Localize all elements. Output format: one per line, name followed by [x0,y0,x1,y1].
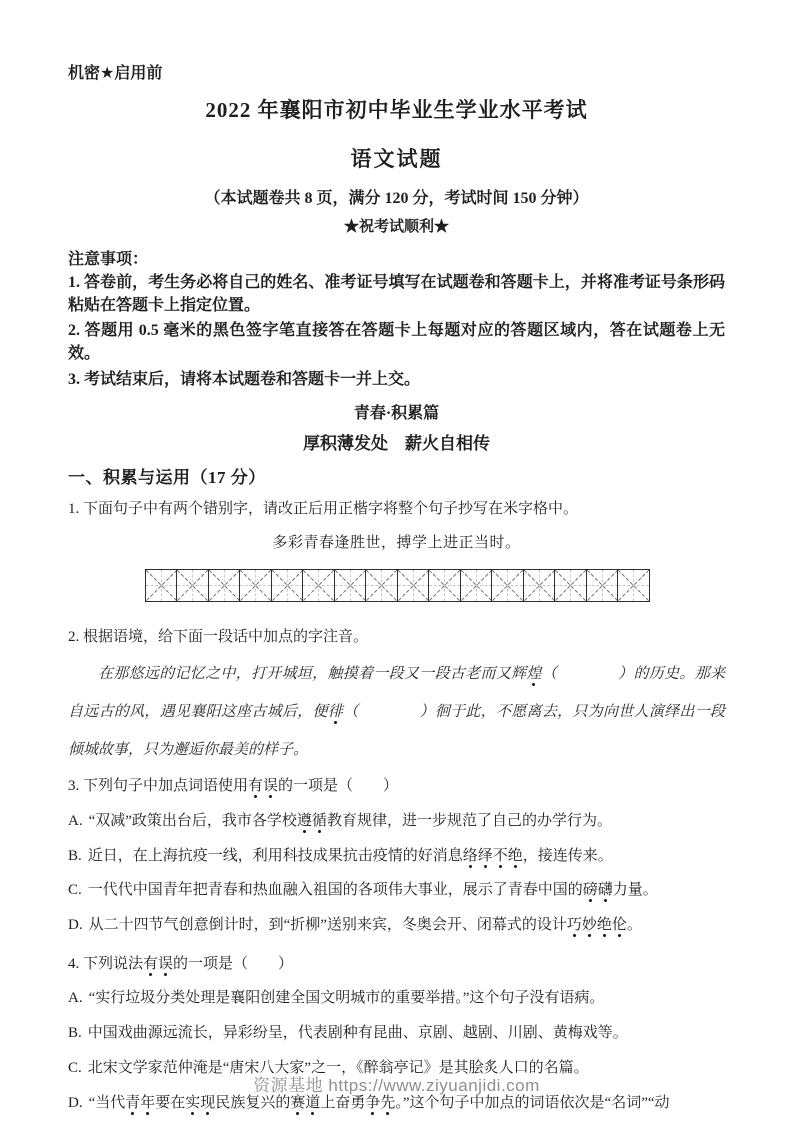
mizige-cell [586,569,619,602]
mizige-cell [617,569,650,602]
exam-wish: ★祝考试顺利★ [343,219,449,235]
option-text: 中国戏曲源远流长，异彩纷呈，代表剧种有昆曲、京剧、越剧、川剧、黄梅戏等。 [87,1025,628,1042]
q3-option-d [68,915,725,937]
option-text: “当代青年要在实现民族复兴的赛道上奋勇争先。”这个句子中加点的词语依次是“名词”“动 [89,1095,670,1116]
q4-option-b [68,1023,725,1045]
emphasis-dotted-text: 有误 [248,778,278,799]
emphasis-dotted-text: 徘 [328,704,343,725]
option-label: C. [68,882,82,899]
notice-item-2: 2. 答题用 0.5 毫米的黑色签字笔直接答在答题卡上每题对应的答题区域内，答在试题卷上无效。 [68,322,725,363]
option-text: “实行垃圾分类处理是襄阳创建全国文明城市的重要举措。”这个句子没有语病。 [88,990,605,1007]
q4-option-a [68,988,725,1010]
mizige-cell [523,569,556,602]
option-label: B. [68,847,82,864]
notice-item-1: 1. 答卷前，考生务必将自己的姓名、准考证号填写在试题卷和答题卡上，并将准考证号条形码粘贴在答题卡上指定位置。 [68,274,725,314]
option-text: 北宋文学家范仲淹是“唐宋八大家”之一，《醉翁亭记》是其脍炙人口的名篇。 [87,1059,589,1076]
emphasis-dotted-text: 青年 [125,1095,155,1116]
mizige-cell [365,569,398,602]
q3-option-b [68,846,725,868]
footer-watermark: 资源基地 https://www.ziyuanjidi.com [253,1076,540,1095]
option-text: 一代代中国青年把青春和热血融入祖国的各项伟大事业，展示了青春中国的磅礴力量。 [88,882,658,903]
mizige-cell [208,569,241,602]
mizige-cell [460,569,493,602]
classification-label: 机密★启用前 [68,65,163,82]
q1-sentence: 多彩青春逢胜世，搏学上进正当时。 [272,535,521,552]
mizige-cell [302,569,335,602]
exam-meta: （本试题卷共 8 页，满分 120 分，考试时间 150 分钟） [204,190,589,207]
q4-stem: 4. 下列说法有误的一项是（ ） [68,953,725,976]
mizige-cell [239,569,272,602]
emphasis-dotted-text: 络绎不绝 [463,848,523,869]
notice-heading: 注意事项： [68,251,149,268]
q3-option-a [68,811,725,833]
q2-stem: 2. 根据语境，给下面一段话中加点的字注音。 [68,629,369,646]
mizige-cell [334,569,367,602]
mizige-cell [554,569,587,602]
option-text: 近日，在上海抗疫一线，利用科技成果抗击疫情的好消息络绎不绝，接连传来。 [88,848,613,869]
section-motto: 厚积薄发处 薪火自相传 [303,433,490,453]
exam-title: 2022 年襄阳市初中毕业生学业水平考试 [205,98,588,122]
emphasis-dotted-text: 磅礴 [583,882,613,903]
emphasis-dotted-text: 巧妙绝伦 [567,917,627,938]
mizige-cell [491,569,524,602]
mizige-cell [176,569,209,602]
section-theme-title: 青春·积累篇 [353,404,440,422]
option-text: 从二十四节气创意倒计时，到“折柳”送别来宾，冬奥会开、闭幕式的设计巧妙绝伦。 [89,917,642,938]
emphasis-dotted-text: 争先 [365,1095,395,1116]
option-text: “双减”政策出台后，我市各学校遵循教育规律，进一步规范了自己的办学行为。 [89,813,612,834]
notice-item-3: 3. 考试结束后，请将本试题卷和答题卡一并上交。 [68,370,421,388]
mizige-cell [397,569,430,602]
mizige-cell [428,569,461,602]
emphasis-dotted-text: 遵循 [297,813,327,834]
q3-option-c [68,880,725,902]
emphasis-dotted-text: 实现 [185,1095,215,1116]
option-label: D. [68,917,83,934]
mizige-grid [68,569,725,602]
option-label: B. [68,1025,82,1042]
emphasis-dotted-text: 煌 [526,666,541,687]
q2-paragraph: 在那悠远的记忆之中，打开城垣，触摸着一段又一段古老而又辉煌（ ）的历史。那来自远古的风，遇见襄阳这座古城后，便徘（ ）徊于此，不愿离去，只为向世人演绎出一段倾城故事，只为邂逅你最美的样子。 [68,665,725,759]
q1-stem: 1. 下面句子中有两个错别字，请改正后用正楷字将整个句子抄写在米字格中。 [68,500,579,517]
emphasis-dotted-text: 赛道 [290,1095,320,1116]
option-label: C. [68,1059,82,1076]
mizige-cell [145,569,178,602]
part-one-heading: 一、积累与运用（17 分） [68,467,266,487]
mizige-cell [271,569,304,602]
q3-stem: 3. 下列句子中加点词语使用有误的一项是（ ） [68,775,725,798]
option-label: A. [68,812,83,829]
option-label: A. [68,990,83,1007]
option-label: D. [68,1094,83,1111]
emphasis-dotted-text: 有误 [143,956,173,977]
subject-title: 语文试题 [350,147,443,171]
